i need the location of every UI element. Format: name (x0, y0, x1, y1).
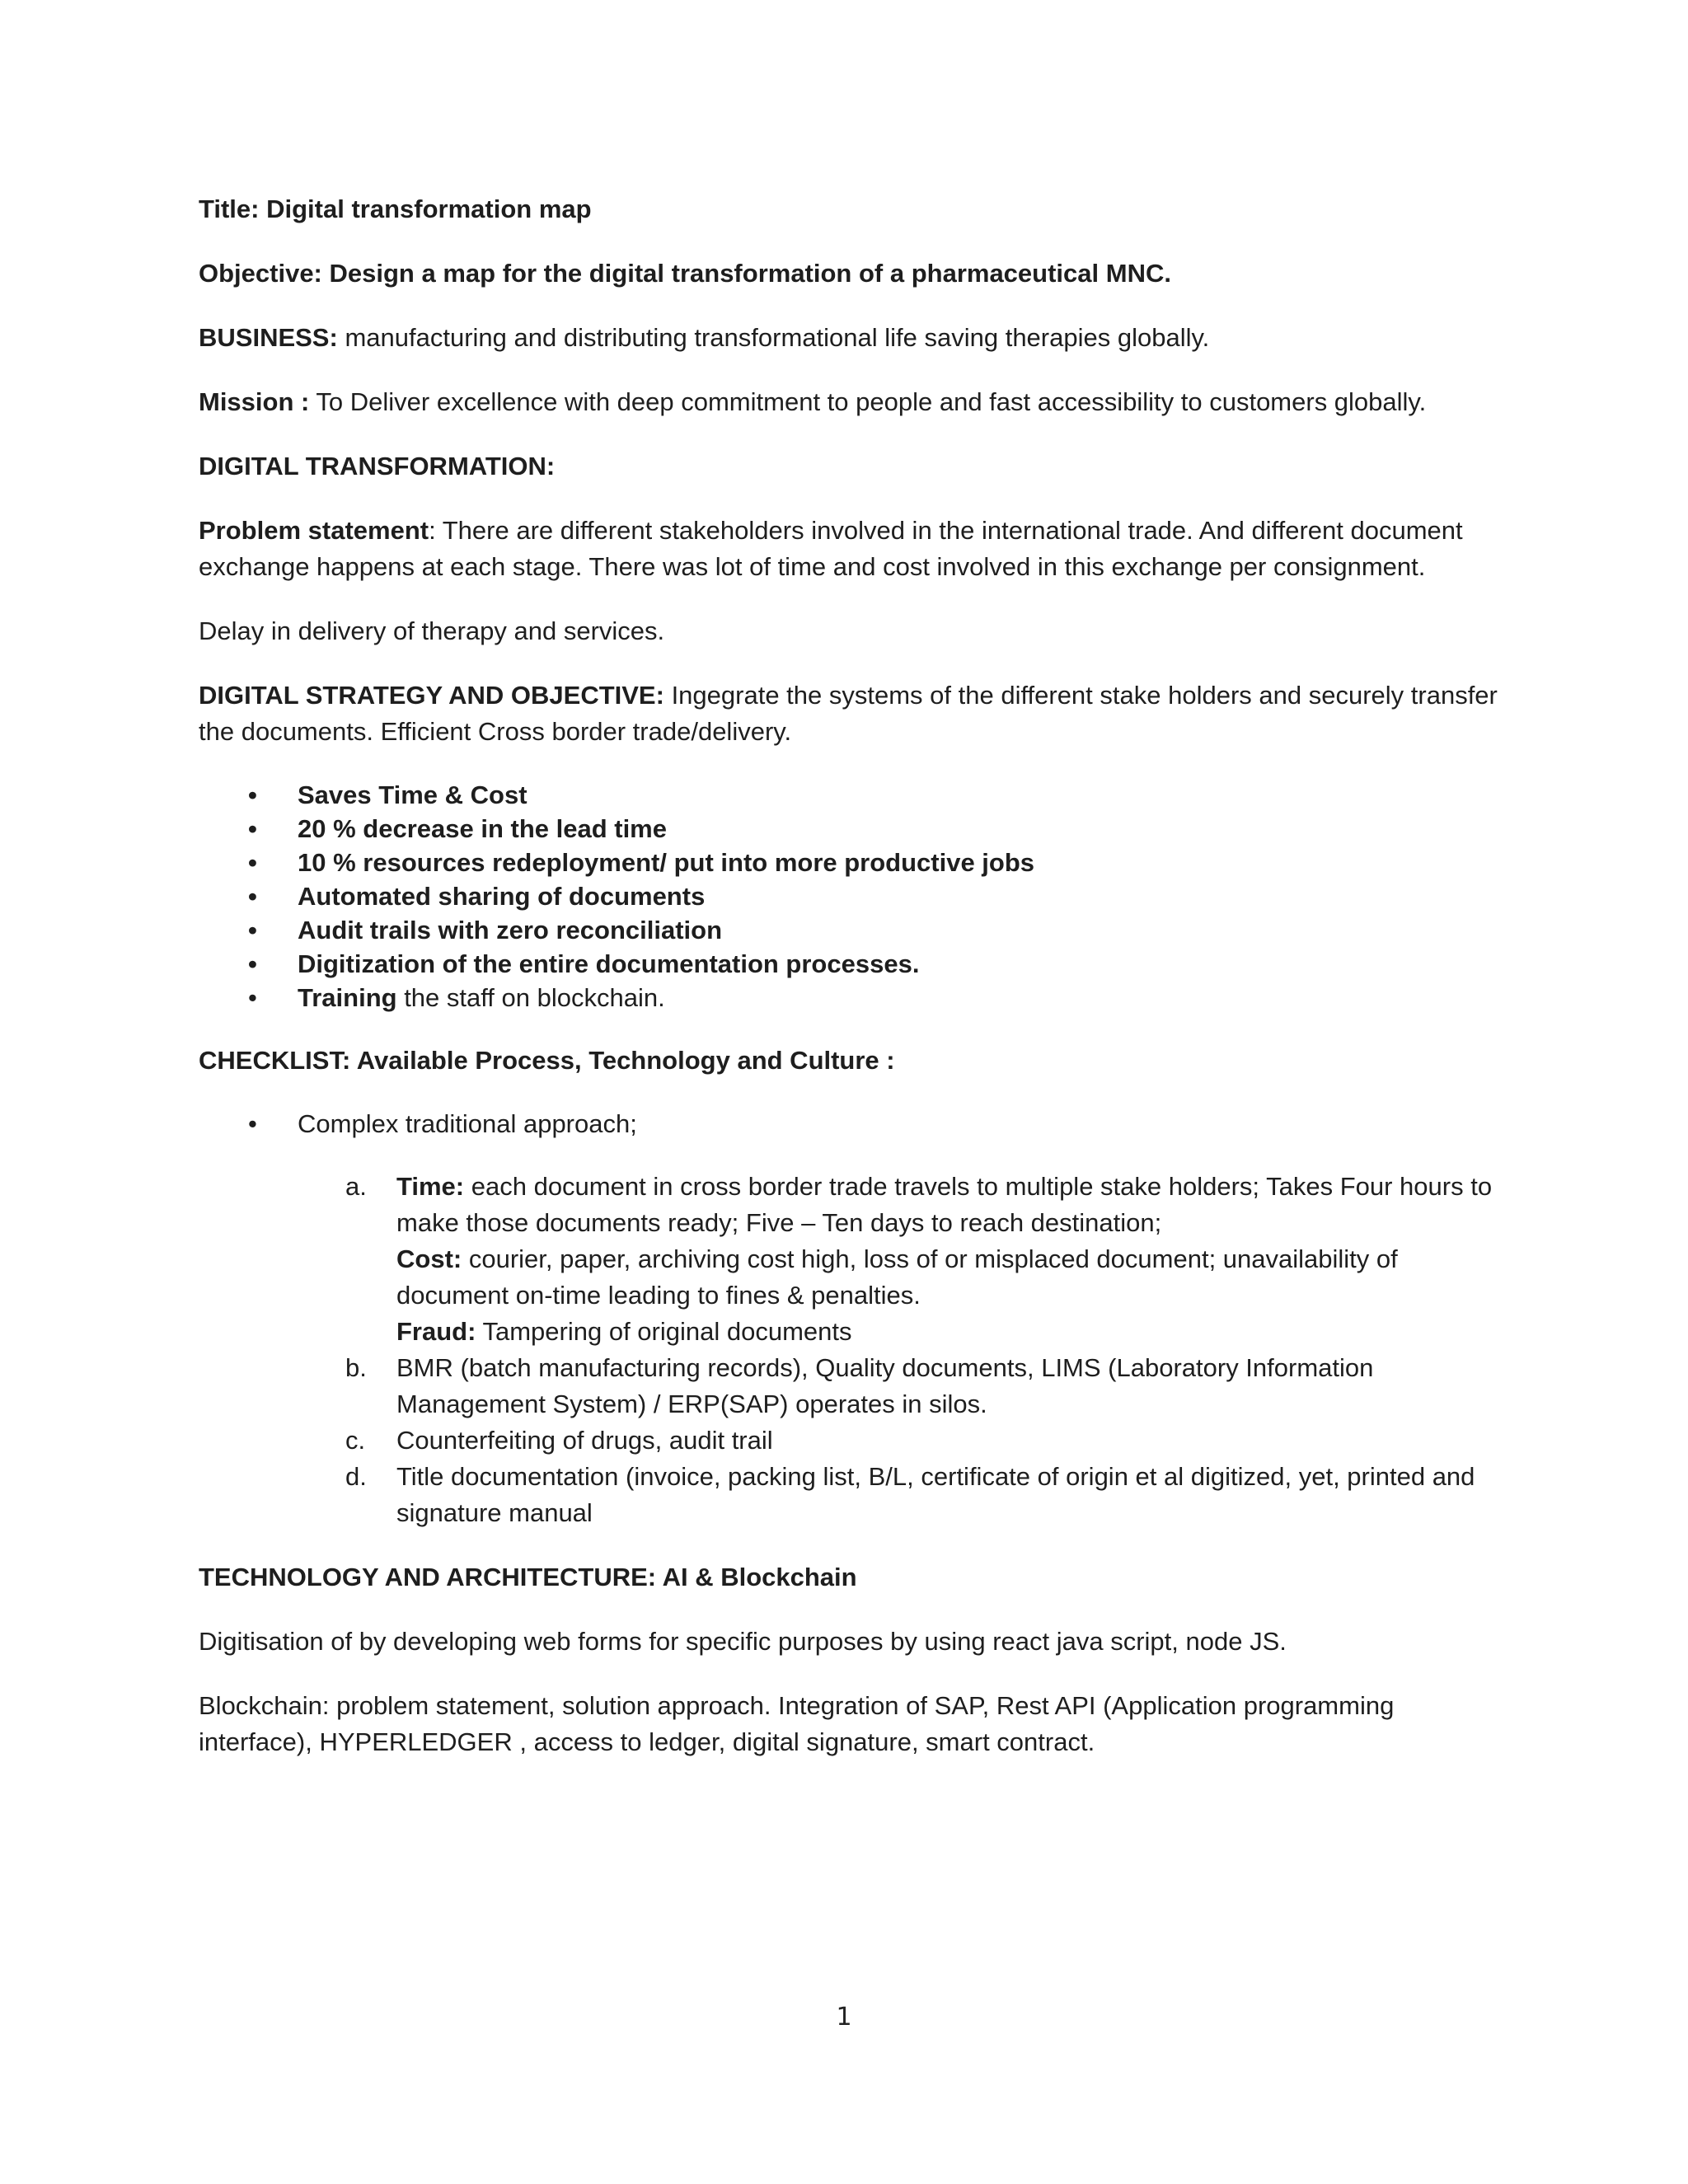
list-item-text: Counterfeiting of drugs, audit trail (396, 1426, 773, 1455)
list-item: • Complex traditional approach; (199, 1107, 1501, 1141)
page-number: 1 (836, 2003, 852, 2032)
digital-transformation-heading: DIGITAL TRANSFORMATION: (199, 452, 556, 480)
strategy-label: DIGITAL STRATEGY AND OBJECTIVE: (199, 681, 664, 710)
cost-line (396, 1241, 1501, 1314)
list-item: • Automated sharing of documents (199, 879, 1501, 913)
fraud-text: Tampering of original documents (476, 1317, 852, 1346)
checklist-alpha-list (199, 1169, 1501, 1531)
training-label: Training (298, 983, 397, 1012)
strategy-bullet-list (199, 778, 1501, 1015)
mission-line (199, 384, 1501, 420)
blockchain-text: Blockchain: problem statement, solution approach. Integration of SAP, Rest API (Application programming interface), HYPERLEDGER , access to ledger, digital signature, smart contract. (199, 1691, 1395, 1756)
time-line (396, 1169, 1501, 1241)
list-item-text: BMR (batch manufacturing records), Quality documents, LIMS (Laboratory Information Management System) / ERP(SAP) operates in silos. (396, 1353, 1374, 1418)
list-item: • Audit trails with zero reconciliation (199, 913, 1501, 947)
list-marker: d. (345, 1462, 367, 1491)
cost-label: Cost: (396, 1244, 462, 1273)
list-item: • 20 % decrease in the lead time (199, 812, 1501, 846)
objective-label: Objective: (199, 259, 322, 288)
title-text: Digital transformation map (266, 194, 592, 223)
list-item-text: Title documentation (invoice, packing list, B/L, certificate of origin et al digitized, yet, printed and signature manual (396, 1462, 1475, 1527)
business-line (199, 320, 1501, 356)
list-item: • Saves Time & Cost (199, 778, 1501, 812)
business-label: BUSINESS: (199, 323, 338, 352)
training-text: the staff on blockchain. (396, 983, 665, 1012)
mission-label: Mission : (199, 387, 310, 416)
list-item (199, 981, 1501, 1015)
problem-statement (199, 513, 1501, 585)
list-item (199, 1350, 1501, 1422)
problem-text: : There are different stakeholders involved in the international trade. And different document exchange happens at each stage. There was lot of time and cost involved in this exchange per consignment. (199, 516, 1463, 581)
list-item (199, 1422, 1501, 1459)
fraud-label: Fraud: (396, 1317, 476, 1346)
checklist-heading: CHECKLIST: Available Process, Technology and Culture : (199, 1046, 895, 1075)
list-marker: b. (345, 1353, 367, 1382)
digitisation-text: Digitisation of by developing web forms for specific purposes by using react java script, node JS. (199, 1627, 1287, 1656)
list-item: • 10 % resources redeployment/ put into more productive jobs (199, 846, 1501, 879)
delay-text: Delay in delivery of therapy and services. (199, 616, 665, 645)
fraud-line (396, 1314, 1501, 1350)
checklist-bullet-list (199, 1107, 1501, 1141)
objective-line (199, 255, 1501, 292)
objective-text: Design a map for the digital transformation of a pharmaceutical MNC. (329, 259, 1171, 288)
list-marker: c. (345, 1426, 366, 1455)
time-text: each document in cross border trade travels to multiple stake holders; Takes Four hours to make those documents ready; Five – Ten days to reach destination; (396, 1172, 1493, 1237)
title-line (199, 191, 1501, 227)
title-label: Title: (199, 194, 260, 223)
list-marker: a. (345, 1172, 367, 1201)
business-text: manufacturing and distributing transformational life saving therapies globally. (345, 323, 1210, 352)
list-item (199, 1459, 1501, 1531)
problem-label: Problem statement (199, 516, 429, 545)
list-item (199, 1169, 1501, 1350)
cost-text: courier, paper, archiving cost high, loss of or misplaced document; unavailability of document on-time leading to fines & penalties. (396, 1244, 1398, 1310)
list-item: • Digitization of the entire documentation processes. (199, 947, 1501, 981)
time-label: Time: (396, 1172, 465, 1201)
mission-text: To Deliver excellence with deep commitment to people and fast accessibility to customers globally. (316, 387, 1427, 416)
technology-heading: TECHNOLOGY AND ARCHITECTURE: AI & Blockchain (199, 1563, 857, 1591)
document-body (199, 191, 1501, 1788)
strategy-paragraph (199, 677, 1501, 750)
strategy-text: Ingegrate the systems of the different stake holders and securely transfer the documents. Efficient Cross border trade/delivery. (199, 681, 1498, 746)
